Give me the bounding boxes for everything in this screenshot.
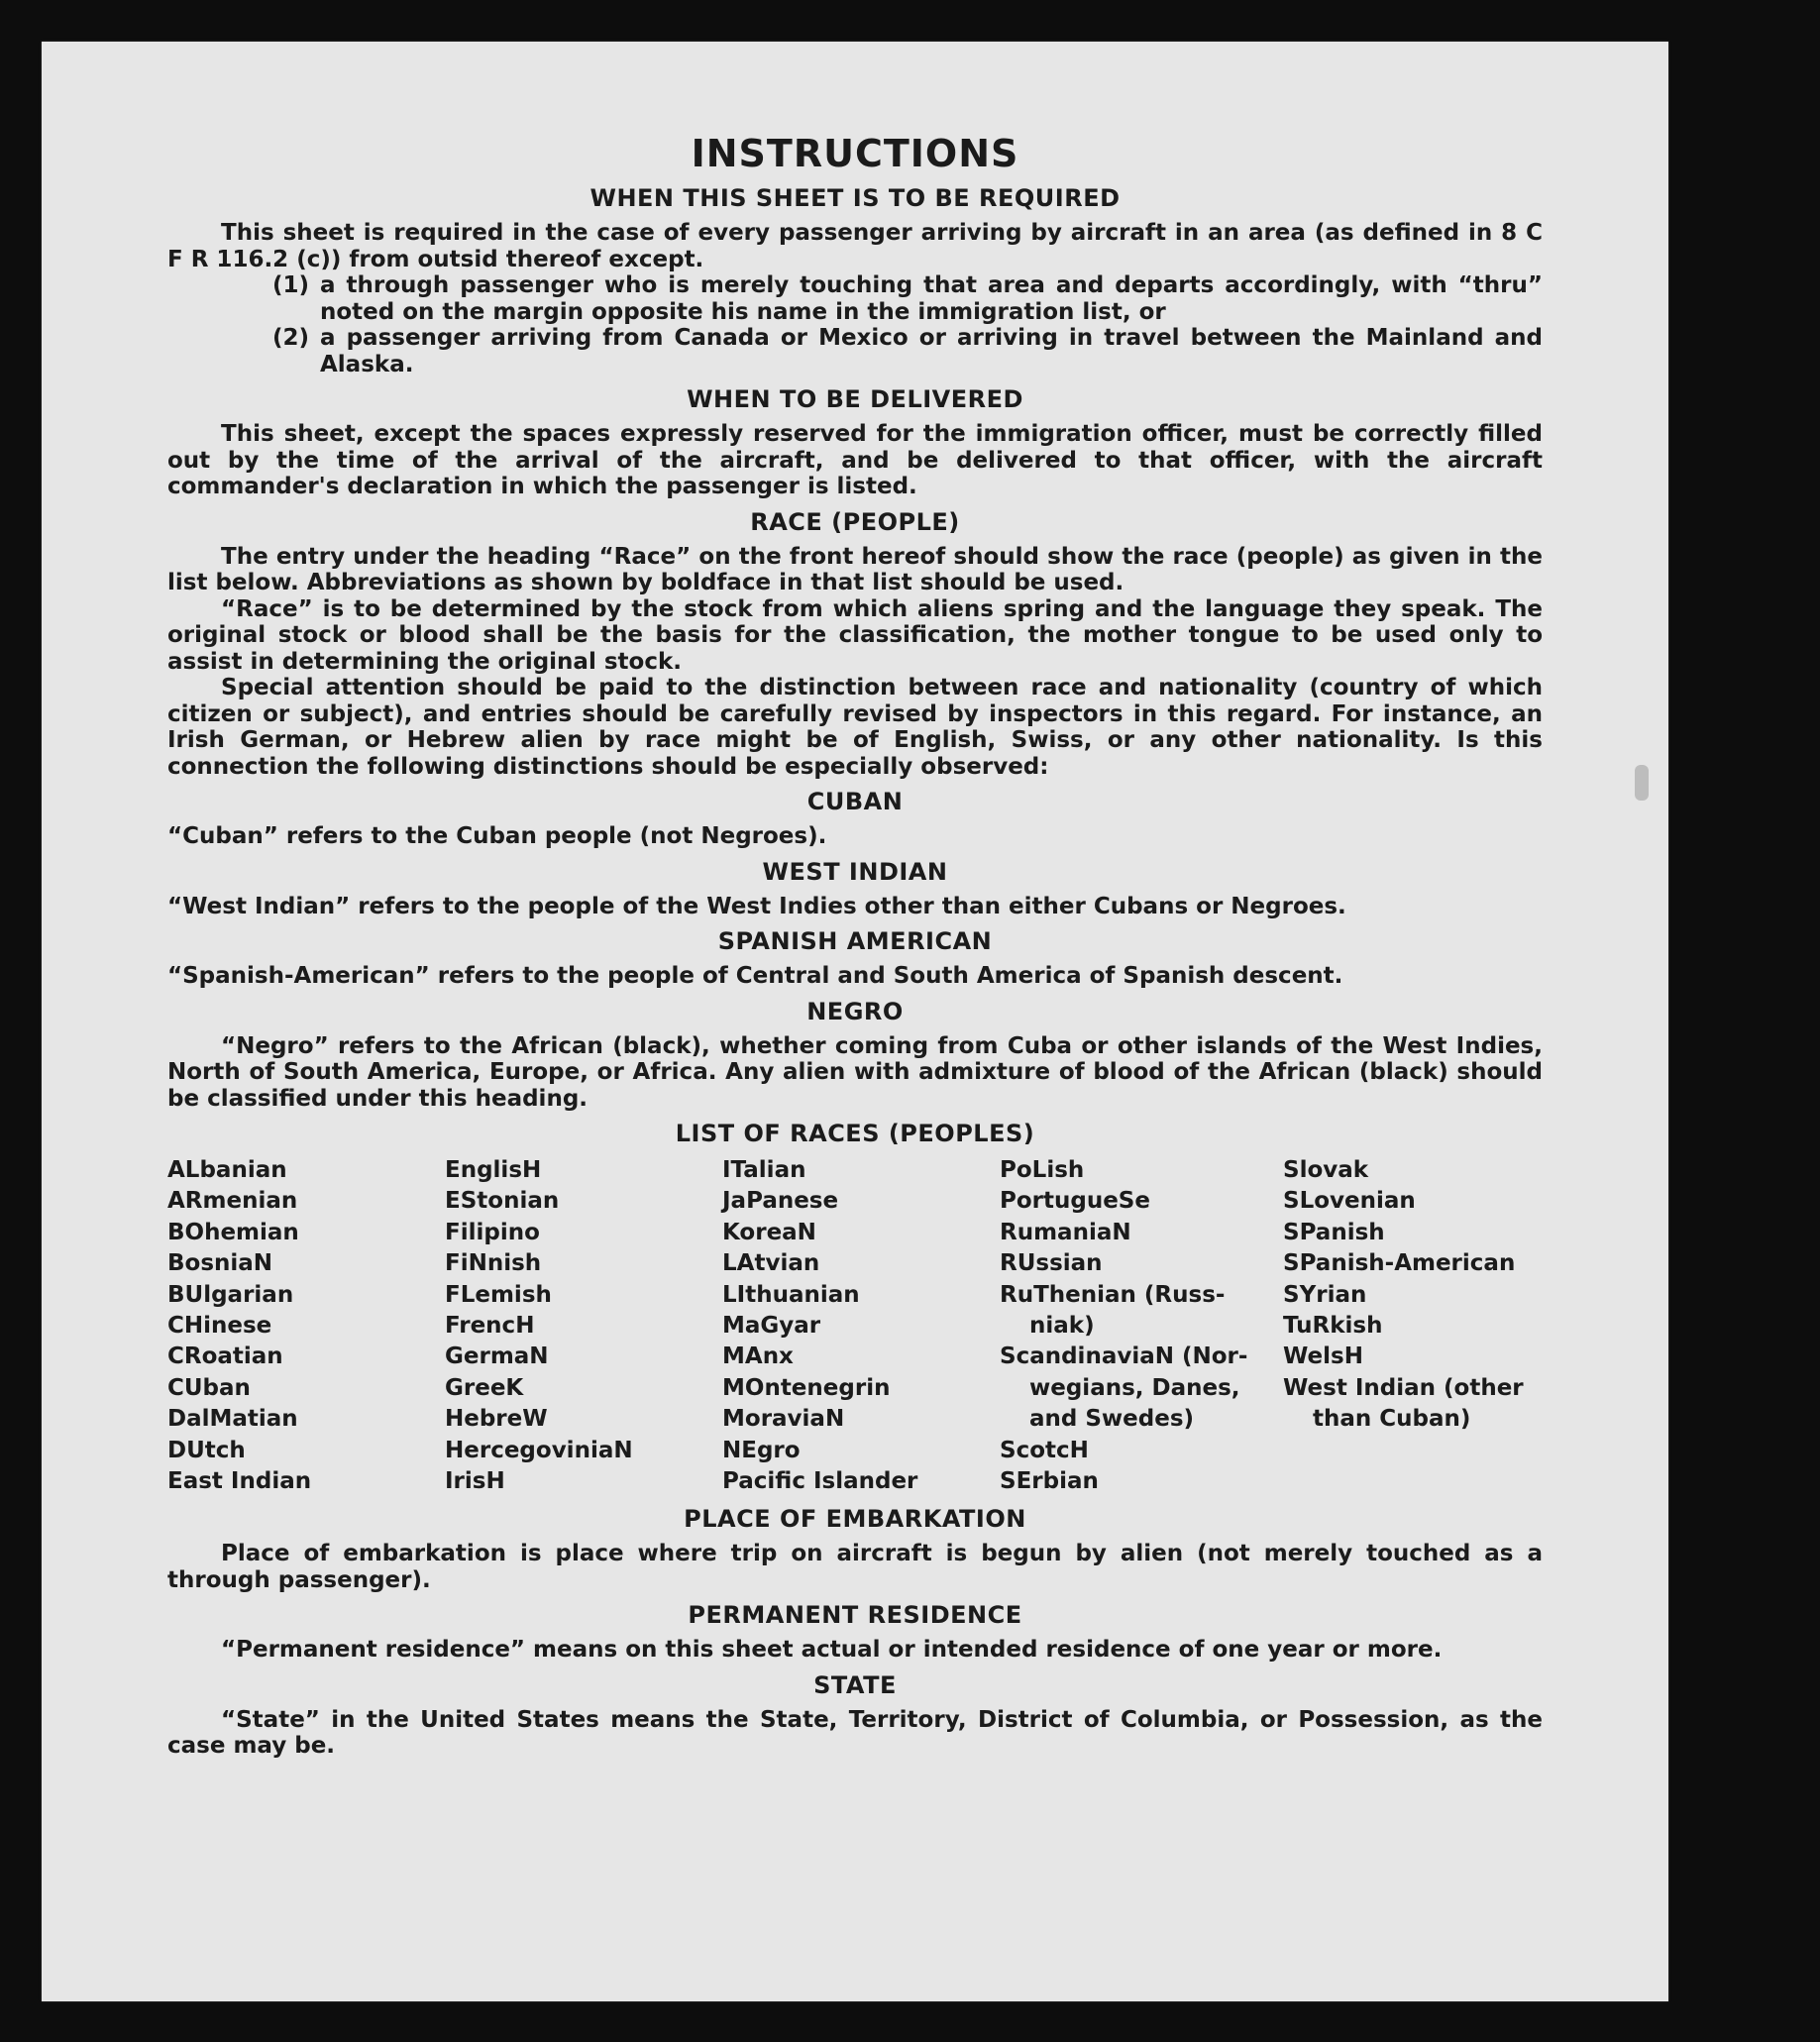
- section-heading-spanish-american: SPANISH AMERICAN: [717, 927, 993, 955]
- race-paragraph-3: Special attention should be paid to the distinction between race and nationality (country of which citizen or subject), and entries should be carefully revised by inspectors in this regard. For instance, an Irish German, or Hebrew alien by race might be of English, Swiss, or any other nationality. Is this connection the following distinctions should be especially observed:: [167, 675, 1543, 780]
- west-indian-text: “West Indian” refers to the people of the West Indies other than either Cubans or Negroes.: [167, 893, 1346, 919]
- exception-item: [272, 325, 1543, 377]
- race-entry: MOntenegrin: [722, 1374, 891, 1401]
- section-heading-race: RACE (PEOPLE): [750, 507, 960, 536]
- race-entry: East Indian: [167, 1468, 312, 1495]
- race-entry: MAnx: [722, 1343, 794, 1370]
- race-entry: and Swedes): [1029, 1406, 1195, 1433]
- scan-artifact: [1635, 765, 1649, 801]
- race-entry: CHinese: [167, 1313, 272, 1340]
- race-paragraph-2: “Race” is to be determined by the stock from which aliens spring and the language they speak. The original stock or blood shall be the basis for the classification, the mother tongue to be used only to assist in determining the original stock.: [167, 595, 1543, 675]
- section-heading-embarkation: PLACE OF EMBARKATION: [684, 1505, 1026, 1534]
- race-entry: ScandinaviaN (Nor-: [1000, 1343, 1248, 1370]
- race-entry: EnglisH: [445, 1157, 542, 1183]
- race-column-2: [445, 1155, 722, 1497]
- spanish-american-text: “Spanish-American” refers to the people of Central and South America of Spanish descent.: [167, 963, 1343, 989]
- race-column-3: [722, 1155, 1000, 1497]
- race-entry: DalMatian: [167, 1406, 298, 1433]
- race-column-4: [1000, 1155, 1283, 1497]
- exception-number: (2): [272, 325, 310, 351]
- race-entry: wegians, Danes,: [1029, 1374, 1240, 1401]
- race-entry: RumaniaN: [1000, 1219, 1131, 1245]
- document-sheet: [42, 42, 1668, 2001]
- race-entry: RuThenian (Russ-: [1000, 1281, 1226, 1308]
- section-heading-west-indian: WEST INDIAN: [762, 857, 948, 886]
- race-entry: SYrian: [1283, 1281, 1367, 1308]
- race-entry: EStonian: [445, 1188, 560, 1215]
- negro-text: “Negro” refers to the African (black), whether coming from Cuba or other islands of the West Indies, North of South America, Europe, or Africa. Any alien with admixture of blood of the African (black) should be classified under this heading.: [167, 1032, 1543, 1112]
- section-heading-delivered: WHEN TO BE DELIVERED: [687, 385, 1023, 413]
- race-column-1: [167, 1155, 445, 1497]
- race-entry: SLovenian: [1283, 1188, 1416, 1215]
- race-entry: Filipino: [445, 1219, 540, 1245]
- race-entry: CRoatian: [167, 1343, 283, 1370]
- embarkation-text: Place of embarkation is place where trip on aircraft is begun by alien (not merely touched as a through passenger).: [167, 1541, 1543, 1593]
- race-entry: FLemish: [445, 1281, 552, 1308]
- race-entry: Slovak: [1283, 1157, 1369, 1183]
- race-entry: SPanish: [1283, 1219, 1385, 1245]
- race-entry: GermaN: [445, 1343, 549, 1370]
- race-entry: CUban: [167, 1374, 251, 1401]
- cuban-text: “Cuban” refers to the Cuban people (not Negroes).: [167, 823, 827, 849]
- delivered-text: This sheet, except the spaces expressly reserved for the immigration officer, must be correctly filled out by the time of the arrival of the aircraft, and be delivered to that officer, with the aircraft commander's declaration in which the passenger is listed.: [167, 421, 1543, 499]
- race-entry: IrisH: [445, 1468, 505, 1495]
- race-entry: SPanish-American: [1283, 1250, 1516, 1277]
- race-entry: DUtch: [167, 1437, 246, 1463]
- race-entry: Pacific Islander: [722, 1468, 918, 1495]
- required-intro: This sheet is required in the case of every passenger arriving by aircraft in an area (as defined in 8 C F R 116.2 (c)) from outsid thereof except.: [167, 220, 1543, 272]
- section-heading-residence: PERMANENT RESIDENCE: [688, 1601, 1022, 1630]
- race-entry: MoraviaN: [722, 1406, 845, 1433]
- race-entry: PortugueSe: [1000, 1188, 1150, 1215]
- race-entry: NEgro: [722, 1437, 801, 1463]
- section-heading-state: STATE: [813, 1670, 897, 1699]
- race-entry: RUssian: [1000, 1250, 1103, 1277]
- section-heading-negro: NEGRO: [806, 997, 904, 1025]
- race-entry: LIthuanian: [722, 1281, 860, 1308]
- race-entry: ALbanian: [167, 1157, 287, 1183]
- race-entry: GreeK: [445, 1374, 524, 1401]
- race-entry: BOhemian: [167, 1219, 299, 1245]
- race-entry: WelsH: [1283, 1343, 1363, 1370]
- exception-number: (1): [272, 272, 310, 298]
- race-entry: MaGyar: [722, 1313, 821, 1340]
- race-entry: niak): [1029, 1313, 1095, 1340]
- race-entry: than Cuban): [1313, 1406, 1471, 1433]
- race-entry: ScotcH: [1000, 1437, 1089, 1463]
- race-entry: HercegoviniaN: [445, 1437, 633, 1463]
- race-entry: TuRkish: [1283, 1313, 1383, 1340]
- race-entry: ITalian: [722, 1157, 806, 1183]
- race-entry: FrencH: [445, 1313, 535, 1340]
- instructions-content: [167, 131, 1543, 1760]
- section-heading-race-list: LIST OF RACES (PEOPLES): [675, 1120, 1035, 1147]
- exception-item: [272, 272, 1543, 325]
- race-entry: KoreaN: [722, 1219, 816, 1245]
- page-title: INSTRUCTIONS: [691, 132, 1019, 175]
- exception-text: a passenger arriving from Canada or Mexico or arriving in travel between the Mainland and Alaska.: [320, 325, 1543, 377]
- race-entry: PoLish: [1000, 1157, 1085, 1183]
- race-entry: FiNnish: [445, 1250, 542, 1277]
- race-entry: SErbian: [1000, 1468, 1099, 1495]
- state-text: “State” in the United States means the State, Territory, District of Columbia, or Possession, as the case may be.: [167, 1706, 1543, 1760]
- race-entry: BosniaN: [167, 1250, 273, 1277]
- race-column-5: [1283, 1155, 1543, 1497]
- race-entry: West Indian (other: [1283, 1374, 1524, 1401]
- exception-text: a through passenger who is merely touching that area and departs accordingly, with “thru” noted on the margin opposite his name in the immigration list, or: [320, 272, 1543, 325]
- race-list: [167, 1155, 1543, 1497]
- race-entry: JaPanese: [722, 1188, 839, 1215]
- race-paragraph-1: The entry under the heading “Race” on the front hereof should show the race (people) as given in the list below. Abbreviations as shown by boldface in that list should be used.: [167, 543, 1543, 595]
- race-entry: LAtvian: [722, 1250, 820, 1277]
- section-heading-required: WHEN THIS SHEET IS TO BE REQUIRED: [589, 184, 1121, 212]
- section-heading-cuban: CUBAN: [806, 788, 904, 815]
- race-entry: ARmenian: [167, 1188, 298, 1215]
- race-entry: HebreW: [445, 1406, 548, 1433]
- race-entry: BUlgarian: [167, 1281, 294, 1308]
- residence-text: “Permanent residence” means on this sheet actual or intended residence of one year or more.: [221, 1637, 1443, 1664]
